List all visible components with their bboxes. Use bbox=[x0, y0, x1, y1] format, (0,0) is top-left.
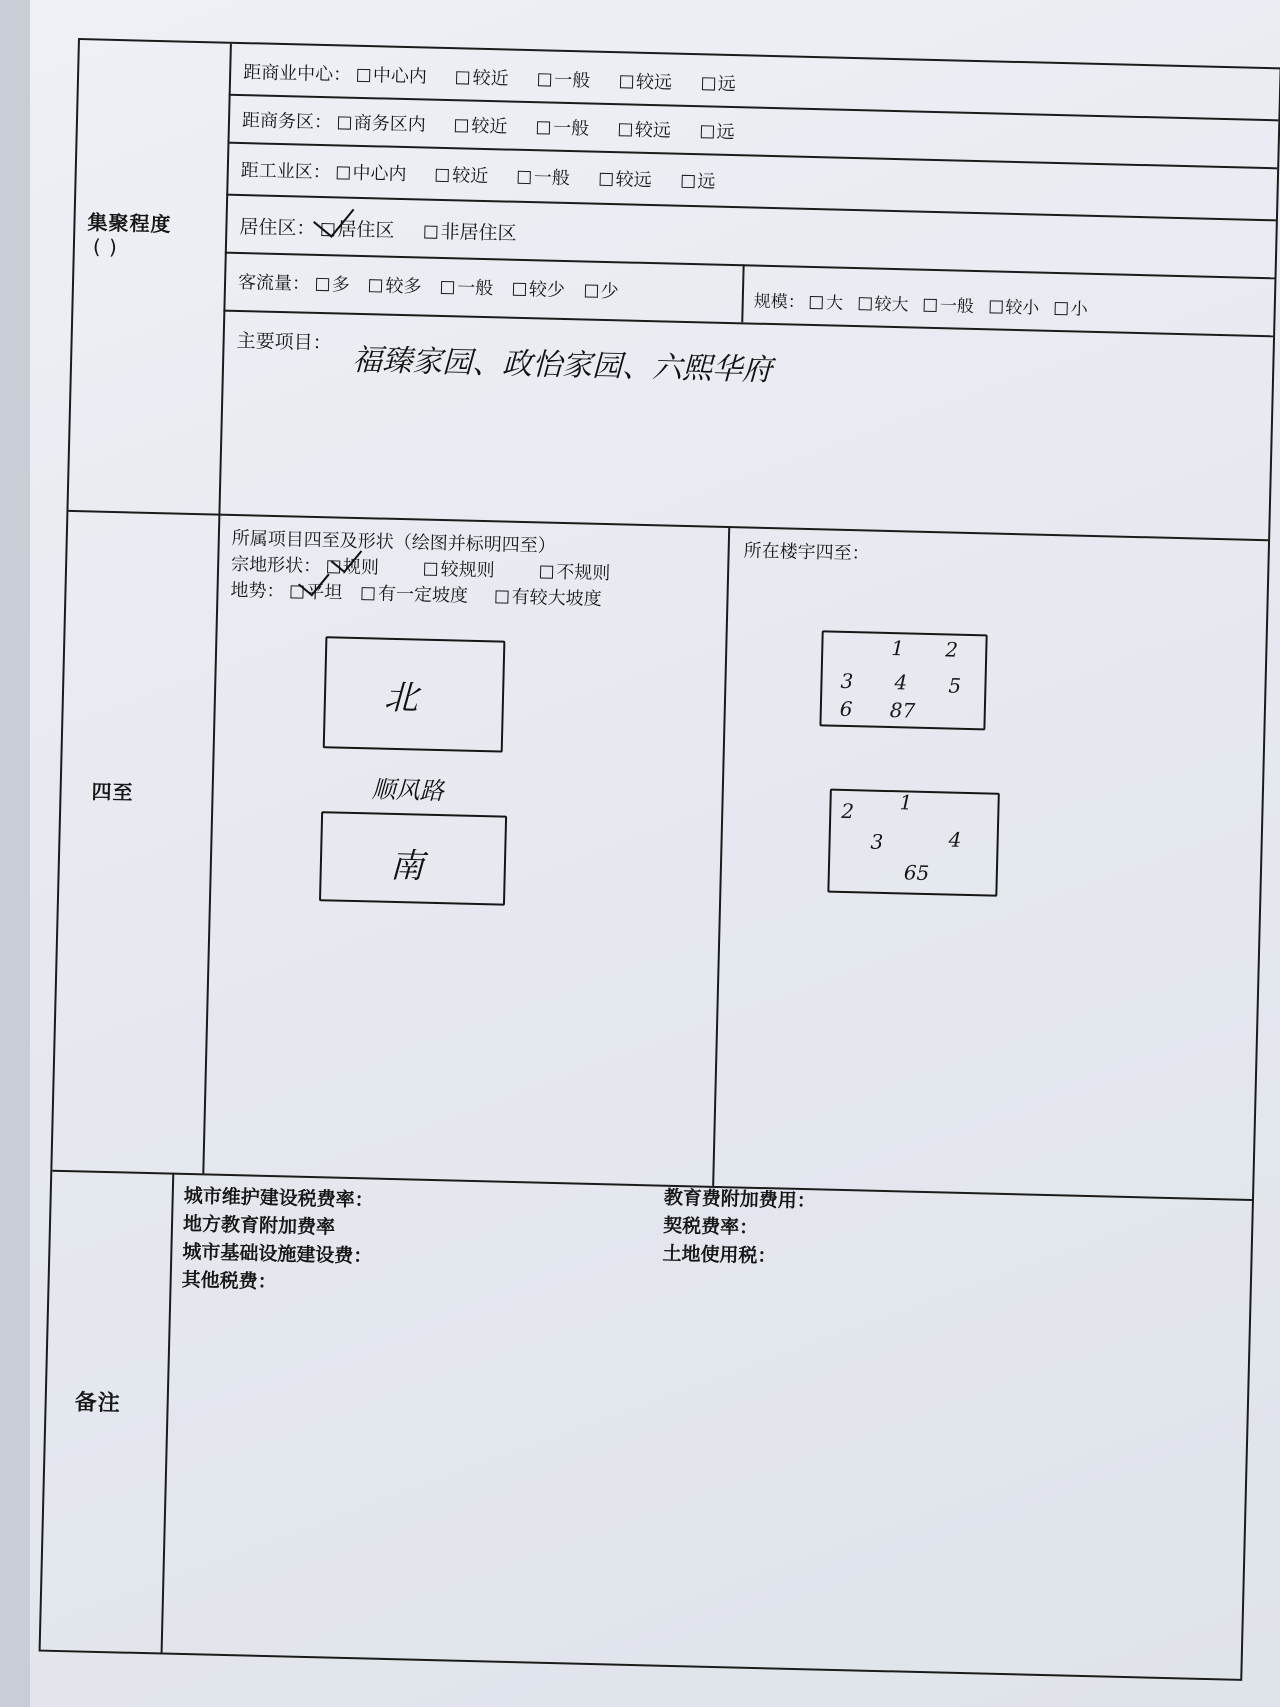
option-traffic-many[interactable]: 多 bbox=[316, 270, 351, 297]
residential-label: 居住区： bbox=[239, 216, 316, 240]
option-scale-average[interactable]: 一般 bbox=[924, 291, 975, 317]
checkbox[interactable] bbox=[620, 75, 633, 88]
grid1-number: 1 bbox=[891, 636, 905, 661]
option-commercial-far[interactable]: 远 bbox=[701, 69, 736, 96]
row-industrial bbox=[241, 156, 740, 194]
option-industrial-center[interactable]: 中心内 bbox=[336, 158, 407, 186]
option-scale-large[interactable]: 大 bbox=[810, 288, 844, 314]
column-divider-bottom bbox=[161, 1173, 175, 1653]
traffic-scale-divider bbox=[741, 264, 744, 322]
grid1-number: 87 bbox=[889, 698, 916, 723]
grid1-number: 6 bbox=[839, 696, 853, 722]
row-scale bbox=[754, 287, 1099, 320]
option-shape-regular[interactable]: 规则 bbox=[327, 552, 380, 579]
business-label: 距商务区： bbox=[241, 110, 333, 134]
grid2-number: 1 bbox=[899, 790, 913, 815]
fee-urban-maintenance: 城市维护建设税费率： bbox=[183, 1184, 374, 1212]
boundary-right-title: 所在楼宇四至： bbox=[743, 540, 870, 565]
checkbox[interactable] bbox=[599, 173, 612, 186]
checkbox[interactable] bbox=[537, 121, 550, 134]
option-traffic-average[interactable]: 一般 bbox=[441, 273, 494, 300]
checkbox[interactable] bbox=[858, 297, 871, 310]
row-business bbox=[242, 106, 759, 145]
checkbox[interactable] bbox=[810, 296, 823, 309]
checkbox[interactable] bbox=[513, 283, 526, 296]
fee-education-surcharge: 教育费附加费用： bbox=[663, 1186, 817, 1213]
traffic-label: 客流量： bbox=[237, 271, 311, 295]
option-business-farther[interactable]: 较远 bbox=[619, 115, 672, 142]
boundary-left-title: 所属项目四至及形状（绘图并标明四至） bbox=[231, 527, 556, 557]
checkbox[interactable] bbox=[681, 175, 694, 188]
grid2-number: 65 bbox=[903, 860, 930, 886]
industrial-label: 距工业区： bbox=[240, 160, 332, 184]
fee-other: 其他税费： bbox=[181, 1268, 277, 1294]
boundary-label: 四至 bbox=[91, 779, 134, 805]
checkbox[interactable] bbox=[436, 169, 449, 182]
checkbox[interactable] bbox=[540, 565, 553, 578]
checkbox[interactable] bbox=[584, 284, 597, 297]
checkbox[interactable] bbox=[369, 279, 382, 292]
sketch-south-label: 南 bbox=[389, 845, 425, 887]
option-business-near[interactable]: 较近 bbox=[455, 111, 508, 138]
option-terrain-flat[interactable]: 平坦 bbox=[290, 577, 343, 604]
option-residential-yes[interactable]: 居住区 bbox=[321, 214, 395, 243]
grid2-number: 2 bbox=[841, 798, 855, 824]
checkbox[interactable] bbox=[357, 69, 370, 82]
option-shape-irregular[interactable]: 不规则 bbox=[540, 557, 611, 585]
grid2-number: 3 bbox=[870, 829, 884, 854]
paper-sheet bbox=[30, 0, 1280, 1707]
fee-deed-tax: 契税费率： bbox=[662, 1214, 759, 1239]
option-residential-no[interactable]: 非居住区 bbox=[424, 217, 517, 246]
option-industrial-farther[interactable]: 较远 bbox=[599, 165, 652, 192]
grid1-number: 5 bbox=[948, 673, 962, 698]
checkbox[interactable] bbox=[441, 281, 454, 294]
checkbox[interactable] bbox=[338, 116, 351, 129]
option-business-far[interactable]: 远 bbox=[700, 117, 735, 144]
boundary-divider bbox=[712, 526, 730, 1186]
commercial-label: 距商业中心： bbox=[242, 62, 352, 86]
option-business-inside[interactable]: 商务区内 bbox=[337, 108, 426, 136]
sketch-middle-label: 顺风路 bbox=[371, 775, 445, 806]
cluster-label: 集聚程度 bbox=[87, 210, 172, 237]
row-line-5 bbox=[223, 310, 1273, 338]
checkbox[interactable] bbox=[538, 73, 551, 86]
option-scale-small[interactable]: 小 bbox=[1054, 294, 1088, 320]
option-commercial-center[interactable]: 中心内 bbox=[357, 61, 428, 89]
checkbox[interactable] bbox=[518, 171, 531, 184]
terrain-label: 地势： bbox=[230, 579, 285, 603]
grid1-number: 3 bbox=[840, 668, 854, 694]
option-scale-larger[interactable]: 较大 bbox=[858, 289, 909, 315]
checkbox[interactable] bbox=[424, 226, 437, 239]
option-traffic-few[interactable]: 少 bbox=[584, 276, 619, 303]
row-commercial bbox=[243, 58, 760, 97]
checkbox[interactable] bbox=[455, 119, 468, 132]
option-industrial-near[interactable]: 较近 bbox=[436, 161, 489, 188]
projects-handwritten: 福臻家园、政怡家园、六熙华府 bbox=[351, 342, 773, 389]
shape-label: 宗地形状： bbox=[230, 553, 322, 578]
grid2-number: 4 bbox=[948, 827, 962, 852]
option-traffic-more[interactable]: 较多 bbox=[369, 271, 422, 298]
option-commercial-average[interactable]: 一般 bbox=[538, 65, 591, 92]
option-terrain-steep[interactable]: 有较大坡度 bbox=[495, 582, 602, 611]
grid1-number: 2 bbox=[945, 637, 959, 662]
checkbox[interactable] bbox=[362, 587, 375, 600]
option-traffic-less[interactable]: 较少 bbox=[513, 275, 566, 302]
option-industrial-average[interactable]: 一般 bbox=[518, 163, 571, 190]
checkbox[interactable] bbox=[456, 71, 469, 84]
checkbox[interactable] bbox=[316, 278, 329, 291]
option-commercial-farther[interactable]: 较远 bbox=[620, 67, 673, 94]
fee-infrastructure: 城市基础设施建设费： bbox=[182, 1240, 373, 1268]
cluster-paren: ( ) bbox=[92, 234, 119, 260]
grid1-number: 4 bbox=[894, 670, 908, 695]
option-industrial-far[interactable]: 远 bbox=[681, 167, 716, 194]
form-table bbox=[39, 38, 1280, 1681]
checkbox[interactable] bbox=[424, 563, 437, 576]
option-scale-smaller[interactable]: 较小 bbox=[989, 292, 1040, 318]
option-shape-fairly-regular[interactable]: 较规则 bbox=[424, 555, 495, 583]
sketch-north-label: 北 bbox=[383, 677, 419, 719]
checkbox[interactable] bbox=[1055, 302, 1068, 315]
fee-local-education: 地方教育附加费率 bbox=[182, 1212, 336, 1239]
checkbox[interactable] bbox=[336, 166, 349, 179]
scale-label: 规模： bbox=[753, 291, 805, 313]
checkbox[interactable] bbox=[700, 125, 713, 138]
remarks-label: 备注 bbox=[74, 1390, 121, 1417]
option-business-average[interactable]: 一般 bbox=[537, 113, 590, 140]
column-divider-top bbox=[202, 44, 232, 1174]
checkbox[interactable] bbox=[924, 299, 937, 312]
projects-label: 主要项目： bbox=[236, 329, 332, 355]
checkbox[interactable] bbox=[702, 77, 715, 90]
row-traffic bbox=[238, 268, 633, 304]
fee-land-use-tax: 土地使用税： bbox=[662, 1242, 777, 1268]
option-commercial-near[interactable]: 较近 bbox=[456, 63, 509, 90]
option-terrain-slope[interactable]: 有一定坡度 bbox=[362, 579, 469, 608]
row-residential bbox=[239, 212, 541, 246]
checkbox[interactable] bbox=[496, 590, 509, 603]
checkbox[interactable] bbox=[989, 300, 1002, 313]
checkbox[interactable] bbox=[619, 123, 632, 136]
